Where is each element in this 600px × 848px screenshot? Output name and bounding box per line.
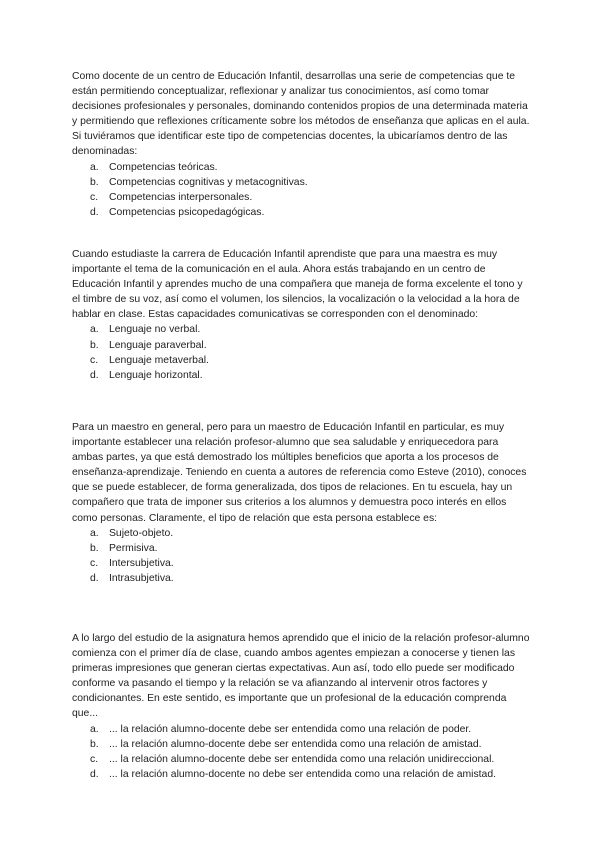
option-d [90,368,532,383]
option-letter: c. [90,191,99,203]
option-text: Lenguaje no verbal. [109,324,201,336]
option-text: Competencias cognitivas y metacognitivas. [109,176,308,188]
option-text: ... la relación alumno-docente debe ser entendida como una relación de poder. [109,723,472,735]
option-letter: d. [90,369,99,381]
question-1 [72,69,532,220]
option-d [90,205,532,220]
option-list [72,526,532,586]
option-text: Lenguaje paraverbal. [109,339,207,351]
option-text: Sujeto-objeto. [109,527,174,539]
option-letter: c. [90,753,99,765]
option-letter: a. [90,161,99,173]
option-text: Permisiva. [109,542,158,554]
option-letter: b. [90,738,99,750]
option-text: Lenguaje horizontal. [109,369,203,381]
option-c [90,556,532,571]
option-b [90,338,532,353]
option-text: ... la relación alumno-docente no debe ser entendida como una relación de amistad. [109,768,497,780]
option-letter: d. [90,768,99,780]
option-b [90,737,532,752]
option-b [90,175,532,190]
option-list [72,160,532,220]
option-a [90,526,532,541]
option-a [90,322,532,337]
question-text: A lo largo del estudio de la asignatura hemos aprendido que el inicio de la relación profesor-alumno comienza con el primer día de clase, cuando ambos agentes empiezan a conocerse y tienen las primeras impresiones que generan ciertas expectativas. Aun así, todo ello puede ser modificado conforme va pasando el tiempo y la relación se va afianzando al intervenir otros factores y condicionantes. En este sentido, es importante que un profesional de la educación comprenda que... [72,633,530,720]
question-3 [72,420,532,586]
option-list [72,322,532,382]
option-text: ... la relación alumno-docente debe ser entendida como una relación de amistad. [109,738,482,750]
option-text: Intrasubjetiva. [109,572,174,584]
option-text: Intersubjetiva. [109,557,174,569]
question-text: Cuando estudiaste la carrera de Educación Infantil aprendiste que para una maestra es muy importante el tema de la comunicación en el aula. Ahora estás trabajando en un centro de Educación Infantil y aprendes mucho de una compañera que maneja de forma excelente el tono y el timbre de su voz, así como el volumen, los silencios, la vocalización o la velocidad a la hora de hablar en clase. Estas capacidades comunicativas se corresponden con el denominado: [72,249,523,321]
question-4 [72,631,532,782]
question-text: Como docente de un centro de Educación Infantil, desarrollas una serie de competencias que te están permitiendo conceptualizar, reflexionar y analizar tus conocimientos, así como tomar decisiones profesionales y personales, dominando contenidos propios de una determinada materia y permitiendo que reflexiones críticamente sobre los métodos de enseñanza que aplicas en el aula. Si tuviéramos que identificar este tipo de competencias docentes, la ubicaríamos dentro de las denominadas: [72,71,530,158]
option-text: Lenguaje metaverbal. [109,354,209,366]
option-letter: c. [90,557,99,569]
option-letter: a. [90,527,99,539]
option-letter: b. [90,339,99,351]
option-letter: d. [90,206,99,218]
option-c [90,190,532,205]
option-letter: c. [90,354,99,366]
option-d [90,767,532,782]
option-b [90,541,532,556]
option-text: Competencias teóricas. [109,161,218,173]
option-text: Competencias psicopedagógicas. [109,206,265,218]
option-c [90,752,532,767]
option-letter: b. [90,176,99,188]
option-letter: b. [90,542,99,554]
option-d [90,571,532,586]
option-letter: d. [90,572,99,584]
option-text: ... la relación alumno-docente debe ser entendida como una relación unidireccional. [109,753,495,765]
option-c [90,353,532,368]
option-a [90,722,532,737]
option-letter: a. [90,723,99,735]
option-list [72,722,532,782]
option-a [90,160,532,175]
question-text: Para un maestro en general, pero para un maestro de Educación Infantil en particular, es muy importante establecer una relación profesor-alumno que sea saludable y enriquecedora para ambas partes, ya que está demostrado los múltiples beneficios que aporta a los procesos de enseñanza-aprendizaje. Teniendo en cuenta a autores de referencia como Esteve (2010), conoces que se puede establecer, de forma generalizada, dos tipos de relaciones. En tu escuela, hay un compañero que trata de imponer sus criterios a los alumnos y demuestra poco interés en ellos como personas. Claramente, el tipo de relación que esta persona establece es: [72,422,527,524]
question-2 [72,247,532,383]
option-letter: a. [90,324,99,336]
option-text: Competencias interpersonales. [109,191,253,203]
